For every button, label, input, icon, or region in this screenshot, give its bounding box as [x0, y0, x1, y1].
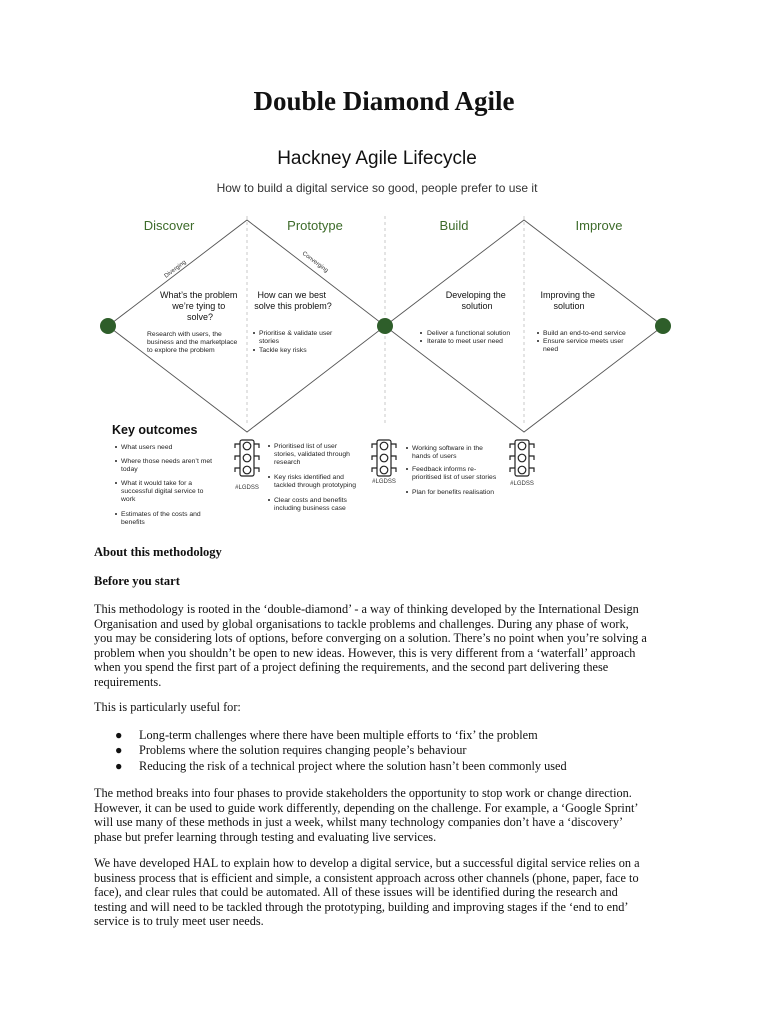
diagram-subtitle: How to build a digital service so good, people prefer to use it: [216, 181, 538, 195]
key-outcomes-title: Key outcomes: [112, 423, 198, 437]
phase-build: Build: [439, 218, 469, 233]
details-improve: Build an end-to-end service Ensure service meets user need: [543, 330, 626, 353]
traffic-light-icon: [372, 440, 396, 476]
traffic-light-icon: [235, 440, 259, 476]
question-prototype: How can we best solve this problem?: [254, 290, 332, 311]
details-discover: Research with users, the business and the marketplace to explore the problem: [147, 331, 238, 354]
svg-text:What it would take for asucces: What it would take for a successful digital service to work: [121, 480, 204, 503]
svg-text:Feedback informs re-prioritise: Feedback informs re-prioritised list of user stories: [412, 466, 497, 481]
svg-text:Clear costs and benefitsinclud: Clear costs and benefits including business case: [274, 497, 347, 512]
bullet-icon: ●: [115, 758, 123, 773]
svg-text:Key risks identified andtackle: Key risks identified and tackled through prototyping: [274, 474, 356, 489]
phase-prototype: Prototype: [287, 218, 343, 233]
list-item: ● Reducing the risk of a technical project where the solution hasn’t been commonly used: [115, 758, 567, 773]
document-title: Double Diamond Agile: [253, 86, 515, 116]
about-heading: About this methodology: [94, 545, 222, 559]
question-discover: What’s the problem we’re tying to solve?: [160, 290, 238, 322]
list-item: ● Problems where the solution requires changing people’s behaviour: [115, 743, 467, 758]
diagram-title: Hackney Agile Lifecycle: [277, 148, 477, 169]
paragraph-intro: [94, 602, 674, 690]
before-heading: Before you start: [94, 574, 180, 588]
list-item: ● Long-term challenges where there have been multiple efforts to ‘fix’ the problem: [115, 728, 538, 742]
text-line: when you spend the first part of a project defining the requirements, and the second part delivering these: [94, 660, 609, 675]
gate-outcomes-1: [268, 443, 356, 512]
svg-text:Plan for benefits realisation: Plan for benefits realisation: [412, 489, 494, 496]
text-line: business process that is efficient and simple, a consistent approach across other channels (phone, paper, face to: [94, 870, 639, 885]
node-middle: [377, 318, 393, 334]
svg-text:What users need: What users need: [121, 444, 173, 451]
text-line: face), and clear rules that could be automated. All of these issues will be identified during the research and: [94, 885, 618, 900]
text-line: The method breaks into four phases to provide stakeholders the opportunity to stop work or change direction.: [94, 786, 632, 800]
paragraph-phases: [94, 786, 674, 844]
useful-intro: This is particularly useful for:: [94, 700, 241, 714]
gate-outcomes-2: [406, 445, 497, 496]
text-line: will use many of these methods in just a week, whilst many technology companies don’t have a ‘discovery’: [94, 815, 624, 830]
traffic-light-icon: [510, 440, 534, 476]
details-build: Deliver a functional solution Iterate to meet user need: [427, 330, 511, 345]
gate-label-1: #LGDSS: [235, 485, 259, 491]
text-line: We have developed HAL to explain how to develop a digital service, but a successful digital service relies on a: [94, 856, 640, 870]
question-build: Developing the solution: [445, 290, 506, 311]
node-end: [655, 318, 671, 334]
gate-label-2: #LGDSS: [372, 479, 396, 485]
text-line: However, it can be used to guide work differently, depending on the challenge. For example, a ‘Google Sprint’: [94, 800, 639, 815]
svg-text:Where those needs aren’t metto: Where those needs aren’t met today: [121, 458, 213, 473]
text-line: requirements.: [94, 674, 162, 689]
agile-lifecycle-diagram: [94, 140, 674, 526]
text-line: phase but prefer learning through testing and evaluating live services.: [94, 829, 437, 844]
node-start: [100, 318, 116, 334]
diamond-left: [108, 220, 385, 432]
text-line: you may be considering lots of options, before converging on a solution. There’s no point when you’re solving a: [94, 631, 647, 646]
phase-improve: Improve: [575, 218, 623, 233]
svg-text:Working software in thehands o: Working software in the hands of users: [412, 445, 483, 460]
phase-discover: Discover: [143, 218, 195, 233]
text-line: This methodology is rooted in the ‘double-diamond’ - a way of thinking developed by the International Design: [94, 602, 639, 616]
gate-label-3: #LGDSS: [510, 481, 534, 487]
svg-text:Prioritised list of userstorie: Prioritised list of user stories, validated through research: [274, 443, 350, 466]
converging-label: Converging: [300, 250, 329, 275]
text-line: problem when you shouldn’t be open to new ideas. However, this is very different from a ‘waterfall’ approach: [94, 645, 636, 660]
paragraph-hal: [94, 856, 674, 929]
text-line: service is to truly meet user needs.: [94, 914, 264, 929]
text-line: testing and will need to be tackled through the prototyping, building and improving stages if the ‘end to end’: [94, 899, 629, 914]
svg-text:Estimates of the costs andbene: Estimates of the costs and benefits: [121, 511, 201, 526]
details-prototype: Prioritise & validate user stories Tackle key risks: [259, 330, 333, 354]
bullet-icon: ●: [115, 743, 123, 758]
text-line: Organisation and used by global organisations to tackle problems and challenges. During any phase of work,: [94, 616, 629, 631]
useful-list: [94, 728, 674, 774]
question-improve: Improving the solution: [540, 290, 596, 311]
diverging-label: Diverging: [163, 259, 188, 280]
key-outcomes-list: [115, 444, 212, 526]
bullet-icon: ●: [115, 728, 123, 742]
